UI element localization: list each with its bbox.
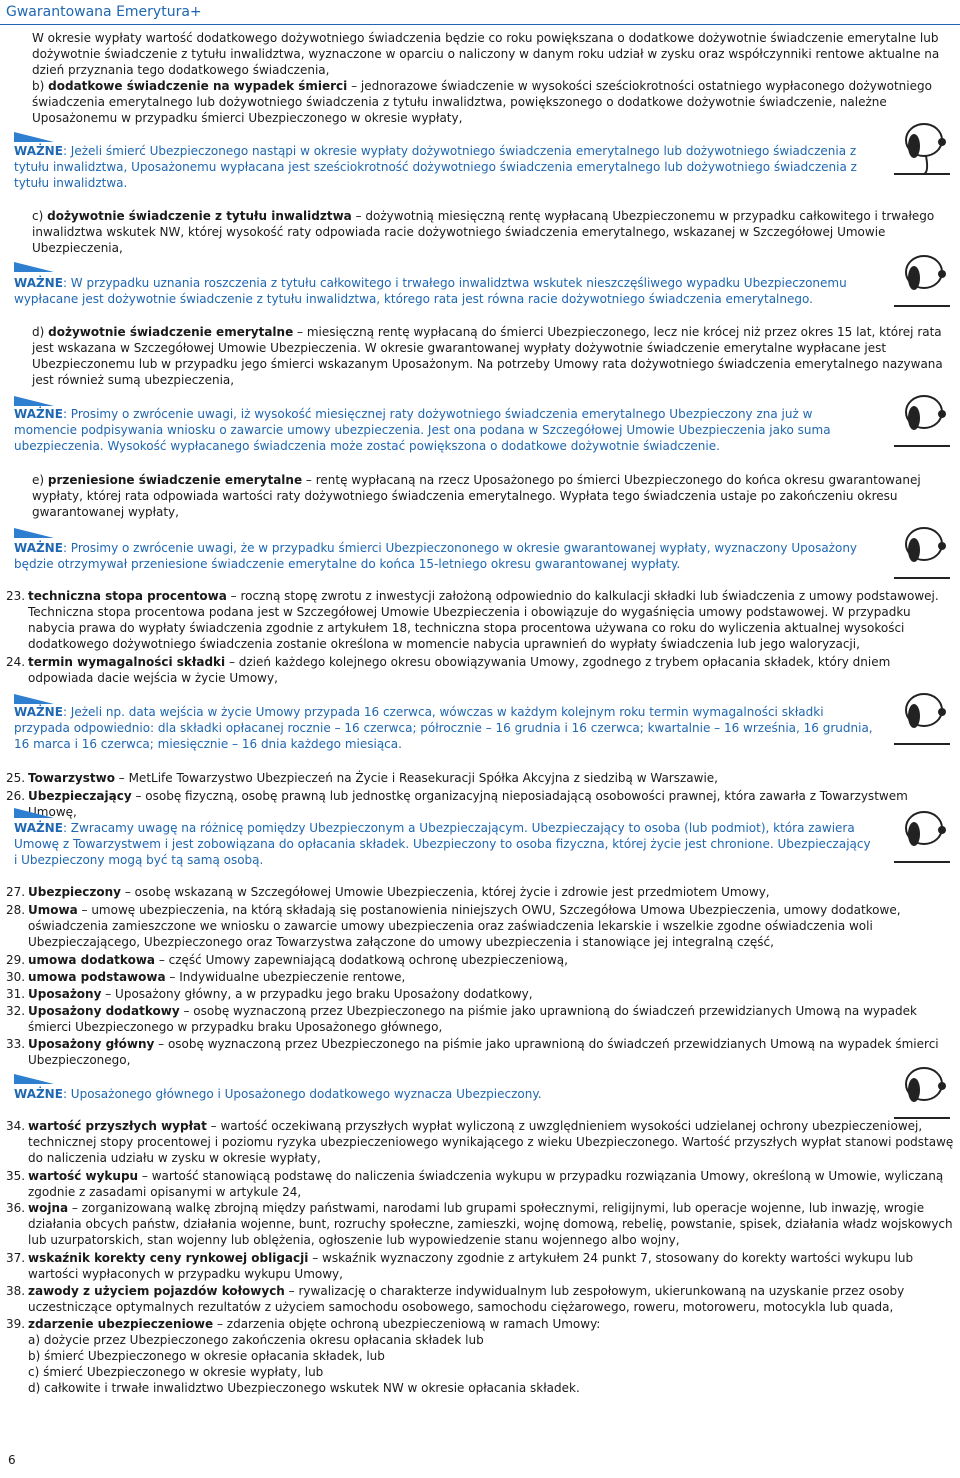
definition-item [6, 588, 954, 652]
definition-term: Uposażony dodatkowy [28, 1004, 180, 1018]
definition-item [6, 654, 954, 686]
note-6-text: : Zwracamy uwagę na różnicę pomiędzy Ubezpieczonym a Ubezpieczającym. Ubezpieczający to osoba (lub podmiot), która zawiera Umowę z Towarzystwem i jest zobowiązana do opłacania składek. Ubezpieczony to osoba fizyczna, której życie jest chronione. Ubezpieczający i Ubezpieczony mogą być tą samą osobą. [14, 821, 871, 867]
note-7-text: : Uposażonego głównego i Uposażonego dodatkowego wyznacza Ubezpieczony. [62, 1087, 542, 1101]
note-pointer [14, 262, 54, 272]
definition-item [6, 986, 954, 1002]
note-7 [14, 1086, 874, 1102]
definition-term: wartość przyszłych wypłat [28, 1119, 207, 1133]
definition-text: – MetLife Towarzystwo Ubezpieczeń na Życie i Reasekuracji Spółka Akcyjna z siedzibą w Warszawie, [114, 771, 718, 785]
definition-text: – zorganizowaną walkę zbrojną między państwami, narodami lub grupami społecznymi, religijnymi, lub operacje wojenne, lub inwazję, wrogie działania obcych państw, działania wojenne, bunt, rozruchy społeczne, zamieszki, wojnę domową, rebelię, powstanie, spisek, działania władz wojskowych lub uzurpatorskich, stan wojenny lub oblężenia, ogłoszenie lub wypowiedzenie stanu wojennego albo wojny, [28, 1201, 953, 1247]
definition-number: 30. [6, 970, 26, 984]
definition-text: – Uposażony główny, a w przypadku jego braku Uposażony dodatkowy, [101, 987, 533, 1001]
note-5-text: : Jeżeli np. data wejścia w życie Umowy przypada 16 czerwca, wówczas w każdym kolejnym roku termin wymagalności składki przypada odpowiednio: dla składki opłacanej rocznie – 16 czerwca; półrocznie – 16 grudnia i 16 czerwca; kwartalnie – 16 września, 16 grudnia, 16 marca i 16 czerwca; miesięcznie – 16 dnia każdego miesiąca. [14, 705, 873, 751]
definition-term: zawody z użyciem pojazdów kołowych [28, 1284, 285, 1298]
item-d-label: d) [32, 325, 45, 339]
item39-sub-d: d) całkowite i trwałe inwalidztwo Ubezpieczonego wskutek NW w okresie opłacania składek. [28, 1381, 580, 1395]
snoopy-icon [884, 112, 954, 176]
item-d-text: – miesięczną rentę wypłacaną do śmierci Ubezpieczonego, lecz nie krócej niż przez okres 15 lat, której rata jest wskazana w Szczegółowej Umowie Ubezpieczenia. W okresie gwarantowanej wypłaty dożywotnie świadczenie emerytalne wypłacane jest Ubezpieczonemu lub w przypadku jego śmierci wskazanym Uposażonym. Na potrzeby Umowy rata dożywotniego świadczenia emerytalnego nazywana jest również sumą ubezpieczenia, [32, 325, 943, 387]
item-e-term: przeniesione świadczenie emerytalne [47, 473, 303, 487]
intro-paragraph [32, 30, 952, 78]
definition-term: Umowa [28, 903, 78, 917]
definition-item [6, 1316, 954, 1396]
note-6 [14, 820, 874, 868]
definition-term: Uposażony [28, 987, 102, 1001]
item39-sub-a: a) dożycie przez Ubezpieczonego zakończenia okresu opłacania składek lub [28, 1333, 484, 1347]
item-b [32, 78, 952, 126]
item-e-text: – rentę wypłacaną na rzecz Uposażonego po śmierci Ubezpieczonego do końca okresu gwarantowanej wypłaty, której rata odpowiada wartości raty dożywotniego świadczenia emerytalnego. Wypłata tego świadczenia ustaje po zakończeniu okresu gwarantowanej wypłaty, [32, 473, 921, 519]
snoopy-icon [884, 682, 954, 746]
definition-item [6, 952, 954, 968]
definition-item [6, 788, 954, 820]
item-e [32, 472, 952, 520]
definition-item [6, 1200, 954, 1248]
definition-number: 35. [6, 1169, 26, 1183]
definition-number: 27. [6, 885, 26, 899]
note-2-text: : W przypadku uznania roszczenia z tytułu całkowitego i trwałego inwalidztwa wskutek nieszczęśliwego wypadku Ubezpieczonemu wypłacane jest dożywotnie świadczenie z tytułu inwalidztwa, którego rata jest równa racie dożywotniego świadczenia emerytalnego. [14, 276, 847, 306]
note-pointer [14, 808, 54, 818]
snoopy-icon [884, 516, 954, 580]
definition-number: 37. [6, 1251, 26, 1265]
definition-term: techniczna stopa procentowa [28, 589, 227, 603]
intro-text: W okresie wypłaty wartość dodatkowego dożywotniego świadczenia będzie co roku powiększana o dodatkowe dożywotnie świadczenie emerytalne lub dożywotnie świadczenie z tytułu inwalidztwa, wyznaczone w oparciu o naliczony w danym roku udział w zysku oraz współczynniki rentowe aktualne na dzień przyznania tego dodatkowego świadczenia, [32, 31, 940, 77]
definition-item [6, 902, 954, 950]
definition-number: 33. [6, 1037, 26, 1051]
definition-text: – roczną stopę zwrotu z inwestycji założoną odpowiednio do kalkulacji składki lub świadczenia z umowy podstawowej. Techniczna stopa procentowa podana jest w Szczegółowej Umowie Ubezpieczenia i obowiązuje do wygaśnięcia umowy podstawowej. W przypadku nabycia prawa do wypłaty świadczenia zgodnie z artykułem 18, techniczna stopa procentowa używana co roku do wyliczenia aktualnej wysokości dodatkowego dożywotniego świadczenia zostanie określona w momencie nabycia uprawnień do wypłaty świadczenia lub jego waloryzacji, [28, 589, 939, 651]
snoopy-icon [884, 384, 954, 448]
definition-number: 34. [6, 1119, 26, 1133]
item-e-label: e) [32, 473, 45, 487]
note-pointer [14, 528, 54, 538]
definition-text: – rywalizację o charakterze indywidualnym lub zespołowym, ukierunkowaną na uzyskanie przez osoby uczestniczące optymalnych rezultatów z użyciem samochodu osobowego, samochodu ciężarowego, roweru, motoroweru, motocykla lub quada, [28, 1284, 905, 1314]
definition-text: – umowę ubezpieczenia, na którą składają się postanowienia niniejszych OWU, Szczegółowa Umowa Ubezpieczenia, umowy dodatkowe, oświadczenia zamieszczone we wniosku o zawarcie umowy ubezpieczenia oraz zaświadczenia lekarskie i wszelkie zgodne oświadczenia woli Ubezpieczającego, Ubezpieczonego oraz Towarzystwa załączone do umowy ubezpieczenia i stanowiące jej integralną część, [28, 903, 901, 949]
note-4-text: : Prosimy o zwrócenie uwagi, że w przypadku śmierci Ubezpieczononego w okresie gwarantowanej wypłaty, wyznaczony Uposażony będzie otrzymywał przeniesione świadczenie emerytalne do końca 15-letniego okresu gwarantowanej wypłaty. [14, 541, 858, 571]
definition-number: 24. [6, 655, 26, 669]
note-label: WAŻNE [14, 1087, 63, 1101]
note-label: WAŻNE [14, 407, 63, 421]
item-c [32, 208, 952, 256]
definition-text: – zdarzenia objęte ochroną ubezpieczeniową w ramach Umowy: [213, 1317, 601, 1331]
item-b-text: – jednorazowe świadczenie w wysokości sześciokrotności ostatniego wypłaconego dożywotniego świadczenia emerytalnego lub dożywotniego świadczenia z tytułu inwalidztwa, powiększonego o dodatkowe dożywotnie świadczenie, należne Uposażonemu w przypadku śmierci Ubezpieczonego w okresie wypłaty, [32, 79, 932, 125]
snoopy-icon [884, 800, 954, 864]
definition-text: – osobę fizyczną, osobę prawną lub jednostkę organizacyjną nieposiadającą osobowości prawnej, która zawarła z Towarzystwem Umowę, [28, 789, 908, 819]
definition-item [6, 1036, 954, 1068]
definition-text: – Indywidualne ubezpieczenie rentowe, [165, 970, 406, 984]
definition-item [6, 1003, 954, 1035]
snoopy-icon [884, 244, 954, 308]
note-label: WAŻNE [14, 821, 63, 835]
definition-term: Uposażony główny [28, 1037, 155, 1051]
definition-number: 39. [6, 1317, 26, 1331]
header-title: Gwarantowana Emerytura+ [6, 4, 202, 20]
item-d-term: dożywotnie świadczenie emerytalne [48, 325, 294, 339]
definition-number: 38. [6, 1284, 26, 1298]
definition-item [6, 1250, 954, 1282]
note-label: WAŻNE [14, 541, 63, 555]
item39-sub-c: c) śmierć Ubezpieczonego w okresie wypłaty, lub [28, 1365, 324, 1379]
definition-item [6, 884, 954, 900]
definition-term: zdarzenie ubezpieczeniowe [28, 1317, 214, 1331]
item-b-label: b) [32, 79, 45, 93]
definition-item [6, 969, 954, 985]
definition-term: termin wymagalności składki [28, 655, 226, 669]
note-2 [14, 275, 874, 307]
note-3 [14, 406, 874, 454]
definition-number: 25. [6, 771, 26, 785]
definition-text: – osobę wyznaczoną przez Ubezpieczonego na piśmie jako uprawnioną do świadczeń przewidzianych Umową na wypadek śmierci Ubezpieczonego w przypadku braku Uposażonego głównego, [28, 1004, 917, 1034]
definition-number: 36. [6, 1201, 26, 1215]
item-c-term: dożywotnie świadczenie z tytułu inwalidztwa [47, 209, 352, 223]
definition-number: 31. [6, 987, 26, 1001]
item-c-text: – dożywotnią miesięczną rentę wypłacaną Ubezpieczonemu w przypadku całkowitego i trwałego inwalidztwa wskutek NW, której wysokość raty odpowiada racie dożywotniego świadczenia emerytalnego, wskazanej w Szczegółowej Umowie Ubezpieczenia, [32, 209, 935, 255]
definition-text: – wartość stanowiącą podstawę do naliczenia świadczenia wykupu w przypadku rozwiązania Umowy, określoną w Umowie, wyliczaną zgodnie z zasadami opisanymi w artykule 24, [28, 1169, 944, 1199]
note-3-text: : Prosimy o zwrócenie uwagi, iż wysokość miesięcznej raty dożywotniego świadczenia emerytalnego Ubezpieczony zna już w momencie podpisywania wniosku o zawarcie umowy ubezpieczenia. Jest ona podana w Szczegółowej Umowie Ubezpieczenia jako suma ubezpieczenia. Wysokość wypłacanego świadczenia może zostać powiększona o dodatkowe dożywotnie świadczenie. [14, 407, 831, 453]
definition-item [6, 770, 954, 786]
note-4 [14, 540, 874, 572]
note-pointer [14, 132, 54, 142]
definition-text: – osobę wskazaną w Szczegółowej Umowie Ubezpieczenia, której życie i zdrowie jest przedmiotem Umowy, [121, 885, 770, 899]
note-1-text: : Jeżeli śmierć Ubezpieczonego nastąpi w okresie wypłaty dożywotniego świadczenia emerytalnego lub dożywotniego świadczenia z tytułu inwalidztwa, Uposażonemu wypłacana jest sześciokrotność dożywotniego świadczenia emerytalnego lub dożywotniego świadczenia z tytułu inwalidztwa. [14, 144, 857, 190]
definition-term: wskaźnik korekty ceny rynkowej obligacji [28, 1251, 309, 1265]
note-label: WAŻNE [14, 705, 63, 719]
definition-term: umowa podstawowa [28, 970, 166, 984]
definition-number: 26. [6, 789, 26, 803]
item39-sub-b: b) śmierć Ubezpieczonego w okresie opłacania składek, lub [28, 1349, 385, 1363]
snoopy-icon [884, 1056, 954, 1120]
definition-term: umowa dodatkowa [28, 953, 155, 967]
definition-text: – część Umowy zapewniającą dodatkową ochronę ubezpieczeniową, [155, 953, 568, 967]
definition-number: 28. [6, 903, 26, 917]
definition-term: Towarzystwo [28, 771, 115, 785]
page-number: 6 [8, 1453, 16, 1467]
definition-item [6, 1118, 954, 1166]
header-rule [0, 24, 960, 25]
definition-term: wojna [28, 1201, 69, 1215]
note-pointer [14, 694, 54, 704]
definition-term: wartość wykupu [28, 1169, 139, 1183]
definition-term: Ubezpieczający [28, 789, 132, 803]
definition-number: 23. [6, 589, 26, 603]
definition-text: – wskaźnik wyznaczony zgodnie z artykułem 24 punkt 7, stosowany do korekty wartości wykupu lub wartości wypłaconych w przypadku wykupu Umowy, [28, 1251, 914, 1281]
definition-text: – dzień każdego kolejnego okresu obowiązywania Umowy, zgodnego z trybem opłacania składek, który dniem odpowiada dacie wejścia w życie Umowy, [28, 655, 891, 685]
definition-text: – wartość oczekiwaną przyszłych wypłat wyliczoną z uwzględnieniem wysokości udzielanej ochrony ubezpieczeniowej, technicznej stopy procentowej i poziomu ryzyka ubezpieczeniowego wynikającego z wieku Ubezpieczonego. Wartość przyszłych wypłat stanowi podstawę do naliczenia udziału w zysku w okresie wypłaty, [28, 1119, 954, 1165]
definition-text: – osobę wyznaczoną przez Ubezpieczonego na piśmie jako uprawnioną do świadczeń przewidzianych Umową na wypadek śmierci Ubezpieczonego, [28, 1037, 939, 1067]
definition-term: Ubezpieczony [28, 885, 122, 899]
definition-number: 29. [6, 953, 26, 967]
item-b-term: dodatkowe świadczenie na wypadek śmierci [48, 79, 348, 93]
note-label: WAŻNE [14, 144, 63, 158]
note-pointer [14, 1074, 54, 1084]
definition-number: 32. [6, 1004, 26, 1018]
note-label: WAŻNE [14, 276, 63, 290]
item-c-label: c) [32, 209, 44, 223]
item-d [32, 324, 952, 388]
definition-item [6, 1283, 954, 1315]
note-1 [14, 143, 874, 191]
note-pointer [14, 396, 54, 406]
definition-item [6, 1168, 954, 1200]
note-5 [14, 704, 874, 752]
